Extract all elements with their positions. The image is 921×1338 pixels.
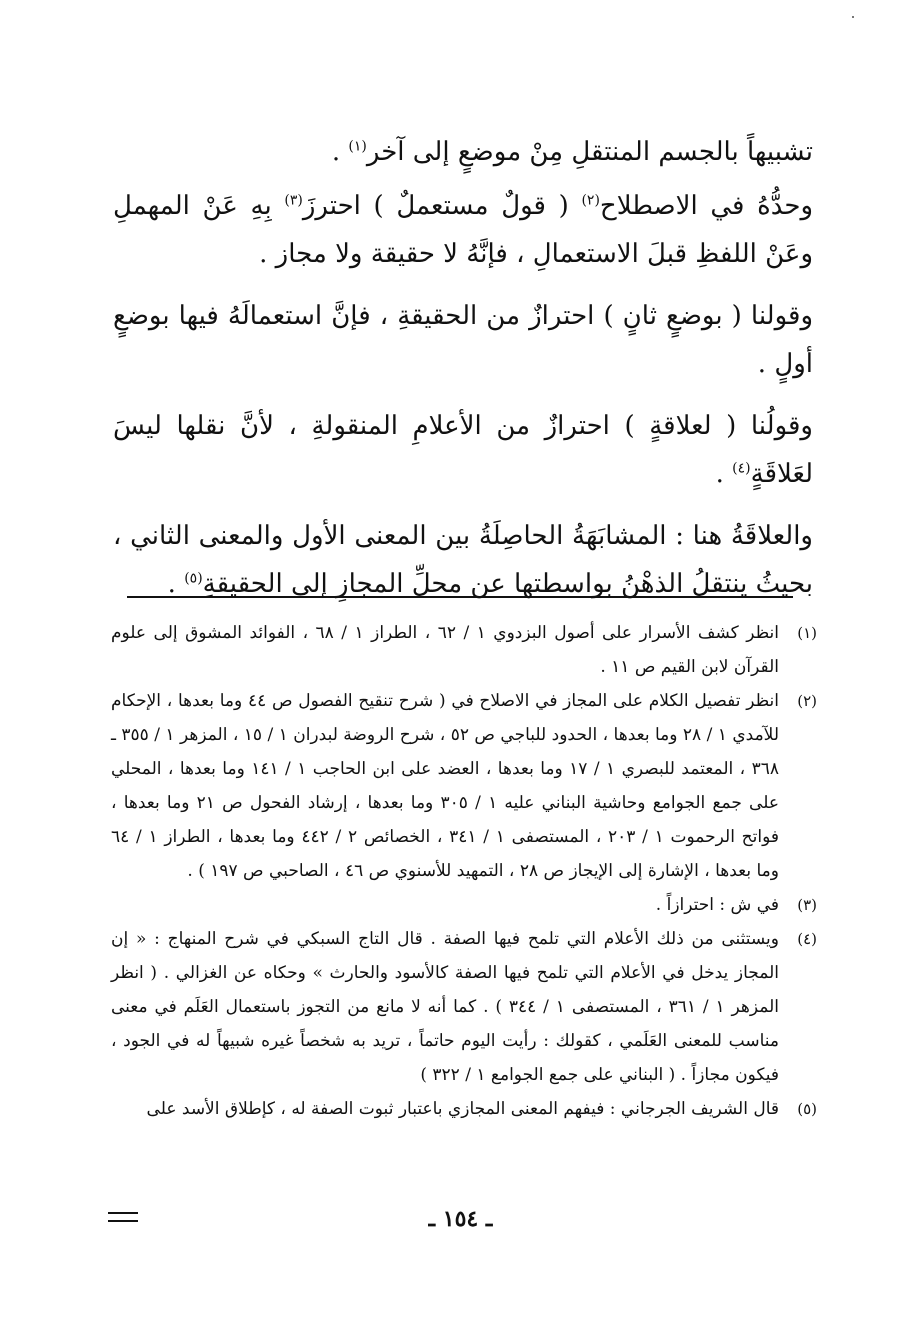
- paragraph-1: تشبيهاً بالجسم المنتقلِ مِنْ موضعٍ إلى آخر$^{(١)}$ .: [331, 137, 813, 167]
- footnote-text: انظر تفصيل الكلام على المجاز في الاصلاح في ( شرح تنقيح الفصول ص ٤٤ وما بعدها ، الإحكام للآمدي ١ / ٢٨ وما بعدها ، الحدود للباجي ص ٥٢ ، شرح الروضة لبدران ١ / ١٥ ، المزهر ١ / ٣٥٥ ـ ٣٦٨ ، المعتمد للبصري ١ / ١٧ وما بعدها ، العضد على ابن الحاجب ١ / ١٤١ وما بعدها ، المحلي على جمع الجوامع وحاشية البناني عليه ١ / ٣٠٥ وما بعدها ، إرشاد الفحول ص ٢١ وما بعدها ، فواتح الرحموت ١ / ٢٠٣ ، المستصفى ١ / ٣٤١ ، الخصائص ٢ / ٤٤٢ وما بعدها ، الطراز ١ / ٦٤ وما بعدها ، الإشارة إلى الإيجاز ص ٢٨ ، التمهيد للأسنوي ص ٤٦ ، الصاحبي ص ١٩٧ ) .: [111, 691, 779, 881]
- footnote-number: (٣): [797, 896, 817, 914]
- footnote-text: قال الشريف الجرجاني : فيفهم المعنى المجازي باعتبار ثبوت الصفة له ، كإطلاق الأسد على: [146, 1099, 779, 1119]
- paragraph-2: وحدُّهُ في الاصطلاح$^{(٢)}$ ( قولٌ مستعملٌ ) احترزَ$^{(٣)}$ بِهِ عَنْ المهملِ وعَنْ اللفظِ قبلَ الاستعمالِ ، فإنَّهُ لا حقيقة ولا مجاز .: [113, 191, 813, 269]
- footnote-ref-2[interactable]: (٢): [581, 192, 600, 209]
- main-text: [113, 128, 813, 622]
- paragraph-3: وقولنا ( بوضعٍ ثانٍ ) احترازٌ من الحقيقةِ ، فإنَّ استعمالَهُ فيها بوضعٍ أولٍ .: [113, 301, 813, 379]
- footnote-ref-5[interactable]: (٥): [184, 570, 203, 587]
- footnote-separator: [127, 596, 793, 598]
- footnote-number: (٤): [797, 930, 817, 948]
- paragraph-4: وقولُنا ( لعلاقةٍ ) احترازٌ من الأعلامِ المنقولةِ ، لأنَّ نقلها ليسَ لعَلاقَةٍ$^{(٤)}$ .: [113, 411, 813, 489]
- footnote-1: [111, 616, 817, 684]
- footnote-number: (١): [797, 624, 817, 642]
- scan-speck: [852, 16, 854, 18]
- footnote-text: ويستثنى من ذلك الأعلام التي تلمح فيها الصفة . قال التاج السبكي في شرح المنهاج : « إن المجاز يدخل في الأعلام التي تلمح فيها الصفة كالأسود والحارث » وحكاه عن الغزالي . ( انظر المزهر ١ / ٣٦١ ، المستصفى ١ / ٣٤٤ ) . كما أنه لا مانع من التجوز باستعمال العَلَم في معنى مناسب للمعنى العَلَمي ، كقولك : رأيت اليوم حاتماً ، تريد به شخصاً غيره شبيهاً له في الجود ، فيكون مجازاً . ( البناني على جمع الجوامع ١ / ٣٢٢ ): [111, 929, 779, 1085]
- footnote-ref-1[interactable]: (١): [348, 138, 367, 155]
- footnote-5: [111, 1092, 817, 1126]
- footnote-text: انظر كشف الأسرار على أصول البزدوي ١ / ٦٢ ، الطراز ١ / ٦٨ ، الفوائد المشوق إلى علوم القرآن لابن القيم ص ١١ .: [111, 623, 779, 677]
- footnote-number: (٥): [797, 1100, 817, 1118]
- footnote-ref-4[interactable]: (٤): [732, 460, 751, 477]
- paragraph-5: والعلاقَةُ هنا : المشابَهَةُ الحاصِلَةُ بين المعنى الأول والمعنى الثاني ، بحيثُ ينتقلُ الذهْنُ بواسطتها عن محلِّ المجازِ إلى الحقيقةِ$^{(٥)}$ .: [113, 521, 813, 599]
- footnote-2: [111, 684, 817, 888]
- footnote-ref-3[interactable]: (٣): [284, 192, 303, 209]
- footnote-text: في ش : احترازاً .: [655, 895, 779, 915]
- footnote-number: (٢): [797, 692, 817, 710]
- footnotes: [111, 616, 817, 1126]
- footnote-3: [111, 888, 817, 922]
- page-number: ـ ١٥٤ ـ: [428, 1206, 493, 1232]
- footnote-4: [111, 922, 817, 1092]
